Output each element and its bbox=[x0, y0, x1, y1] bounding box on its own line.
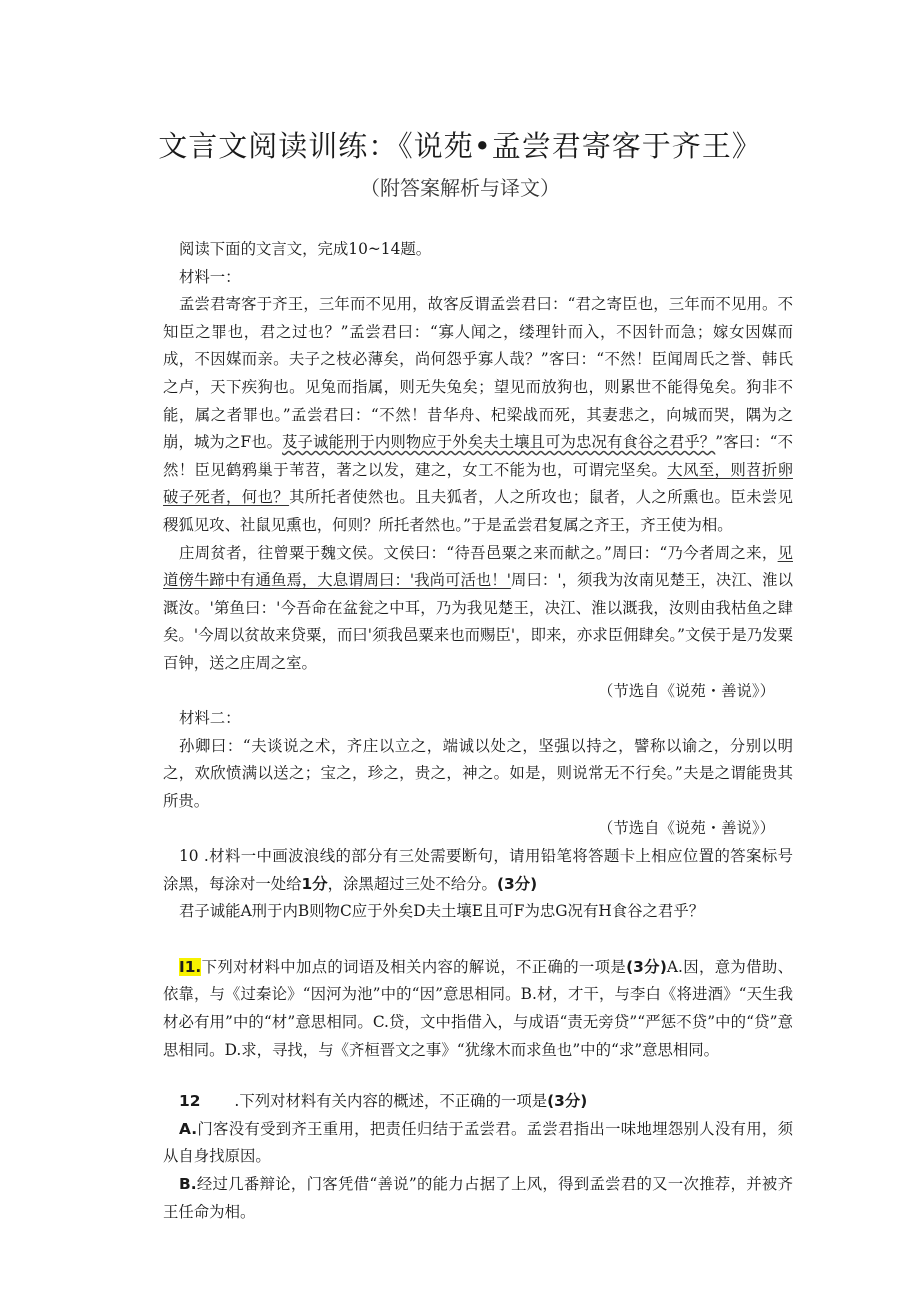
q12-b-text: 经过几番辩论，门客凭借“善说”的能力占据了上风，得到孟尝君的又一次推荐，并被齐王任命为相。 bbox=[163, 1175, 793, 1221]
question-10-options: 君子诚能A刑于内B则物C应于外矣D夫土壤E且可F为忠G况有H食谷之君乎？ bbox=[179, 902, 705, 921]
material2-label: 材料二： bbox=[179, 709, 241, 728]
page-title: 文言文阅读训练：《说苑•孟尝君寄客于齐王》 bbox=[158, 129, 762, 163]
page-subtitle: （附答案解析与译文） bbox=[360, 176, 560, 200]
q12-b-label: B. bbox=[179, 1175, 197, 1193]
material1-paragraph1 bbox=[163, 291, 793, 539]
q12-stem-text: .下列对材料有关内容的概述，不正确的一项是 bbox=[234, 1092, 548, 1111]
material1-paragraph2 bbox=[163, 540, 793, 678]
wavy-underlined-passage: 芨子诚能刑于内则物应于外矣夫土壤且可为忠况有食谷之君乎？ bbox=[282, 433, 716, 452]
question-12-option-a bbox=[163, 1116, 793, 1171]
m1p1-text-b: ”客曰：“不然！臣见鹤鸦巢于苇苕，著之以发，建之，女工不能为也，可谓完坚矣。 bbox=[163, 433, 793, 479]
m1p2-text-b: 周曰：'，须我为汝南见楚王，决江、淮以溉汝。'第鱼曰：'今吾命在盆瓮之中耳，乃为我见楚王，决江、淮以溉我，汝则由我枯鱼之肆矣。'今周以贫故来贷粟，而曰'须我邑粟来也而赐臣'，即来，亦求臣佣肆矣。”文侯于是乃发粟百钟，送之庄周之室。 bbox=[163, 571, 794, 672]
underlined-sentence-1: 大风至，则苕折卵破子死者，何也？ bbox=[163, 460, 793, 507]
q10-stem-b: 1分 bbox=[301, 874, 328, 893]
q10-stem-a: 10 .材料一中画波浪线的部分有三处需要断句，请用铅笔将答题卡上相应位置的答案标号涂黑，每涂对一处给 bbox=[163, 847, 793, 893]
material2-paragraph: 孙卿曰：“夫谈说之术，齐庄以立之，端诚以处之，坚强以持之，譬称以谕之，分别以明之，欢欣愤满以送之；宝之，珍之，贵之，神之。如是，则说常无不行矣。”夫是之谓能贵其所贵。 bbox=[163, 736, 793, 810]
m1p2-text-a: 庄周贫者，往曾粟于魏文侯。文侯曰：“待吾邑粟之来而献之。”周曰：“乃今者周之来， bbox=[179, 543, 778, 562]
question-12-stem bbox=[163, 1088, 793, 1116]
q12-a-label: A. bbox=[179, 1119, 198, 1138]
q12-points: (3分) bbox=[547, 1092, 588, 1111]
q11-stem: 下列对材料中加点的词语及相关内容的解说，不正确的一项是 bbox=[201, 957, 627, 976]
q11-number: I1. bbox=[179, 957, 202, 976]
spacer bbox=[163, 926, 793, 954]
instruction: 阅读下面的文言文，完成10~14题。 bbox=[179, 240, 432, 258]
q11-points: (3分) bbox=[626, 957, 667, 976]
question-12-option-b bbox=[163, 1171, 793, 1226]
q12-number: 12 bbox=[179, 1092, 201, 1111]
q12-a-text: 门客没有受到齐王重用，把责任归结于孟尝君。孟尝君指出一味地埋怨别人没有用，须从自身找原因。 bbox=[163, 1119, 793, 1166]
underlined-sentence-2: 见道傍牛蹄中有通鱼焉，大息谓周曰：'我尚可活也！' bbox=[163, 543, 793, 590]
material2-source: （节选自《说苑・善说》） bbox=[598, 819, 775, 838]
question-11 bbox=[163, 954, 793, 1064]
q11-options: A.因，意为借助、依靠，与《过秦论》“因河为池”中的“因”意思相同。B.材，才干，与李白《将进酒》“天生我材必有用”中的“材”意思相同。C.贷，文中指借入，与成语“责无旁贷”“严惩不贷”中的“贷”意思相同。D.求，寻找，与《齐桓晋文之事》“犹缘木而求鱼也”中的“求”意思相同。 bbox=[163, 957, 793, 1059]
q10-points: (3分) bbox=[496, 874, 538, 893]
q10-stem-c: ，涂黑超过三处不给分。 bbox=[327, 874, 497, 893]
document-body bbox=[163, 236, 793, 1226]
spacer bbox=[163, 1064, 793, 1088]
m1p1-text-a: 孟尝君寄客于齐王，三年而不见用，故客反谓孟尝君曰：“君之寄臣也，三年而不见用。不知臣之罪也，君之过也？”孟尝君曰：“寡人闻之，缕理针而入，不因针而急；嫁女因媒而成，不因媒而亲。夫子之枝必薄矣，尚何怨乎寡人哉？”客曰：“不然！臣闻周氏之誉、韩氏之卢，天下疾狗也。见兔而指属，则无失兔矣；望见而放狗也，则累世不能得兔矣。狗非不能，属之者罪也。”孟尝君曰：“不然！昔华舟、杞梁战而死，其妻悲之，向城而哭，隅为之崩，城为之F也。 bbox=[163, 295, 793, 452]
question-10-stem bbox=[163, 843, 793, 898]
material1-source: （节选自《说苑・善说》） bbox=[598, 681, 775, 700]
material1-label: 材料一： bbox=[179, 267, 241, 286]
m1p1-text-c: 其所托者使然也。且夫狐者，人之所攻也；鼠者，人之所熏也。臣未尝见稷狐见攻、社鼠见熏也，何则？所托者然也。”于是孟尝君复属之齐王，齐王使为相。 bbox=[163, 488, 793, 534]
